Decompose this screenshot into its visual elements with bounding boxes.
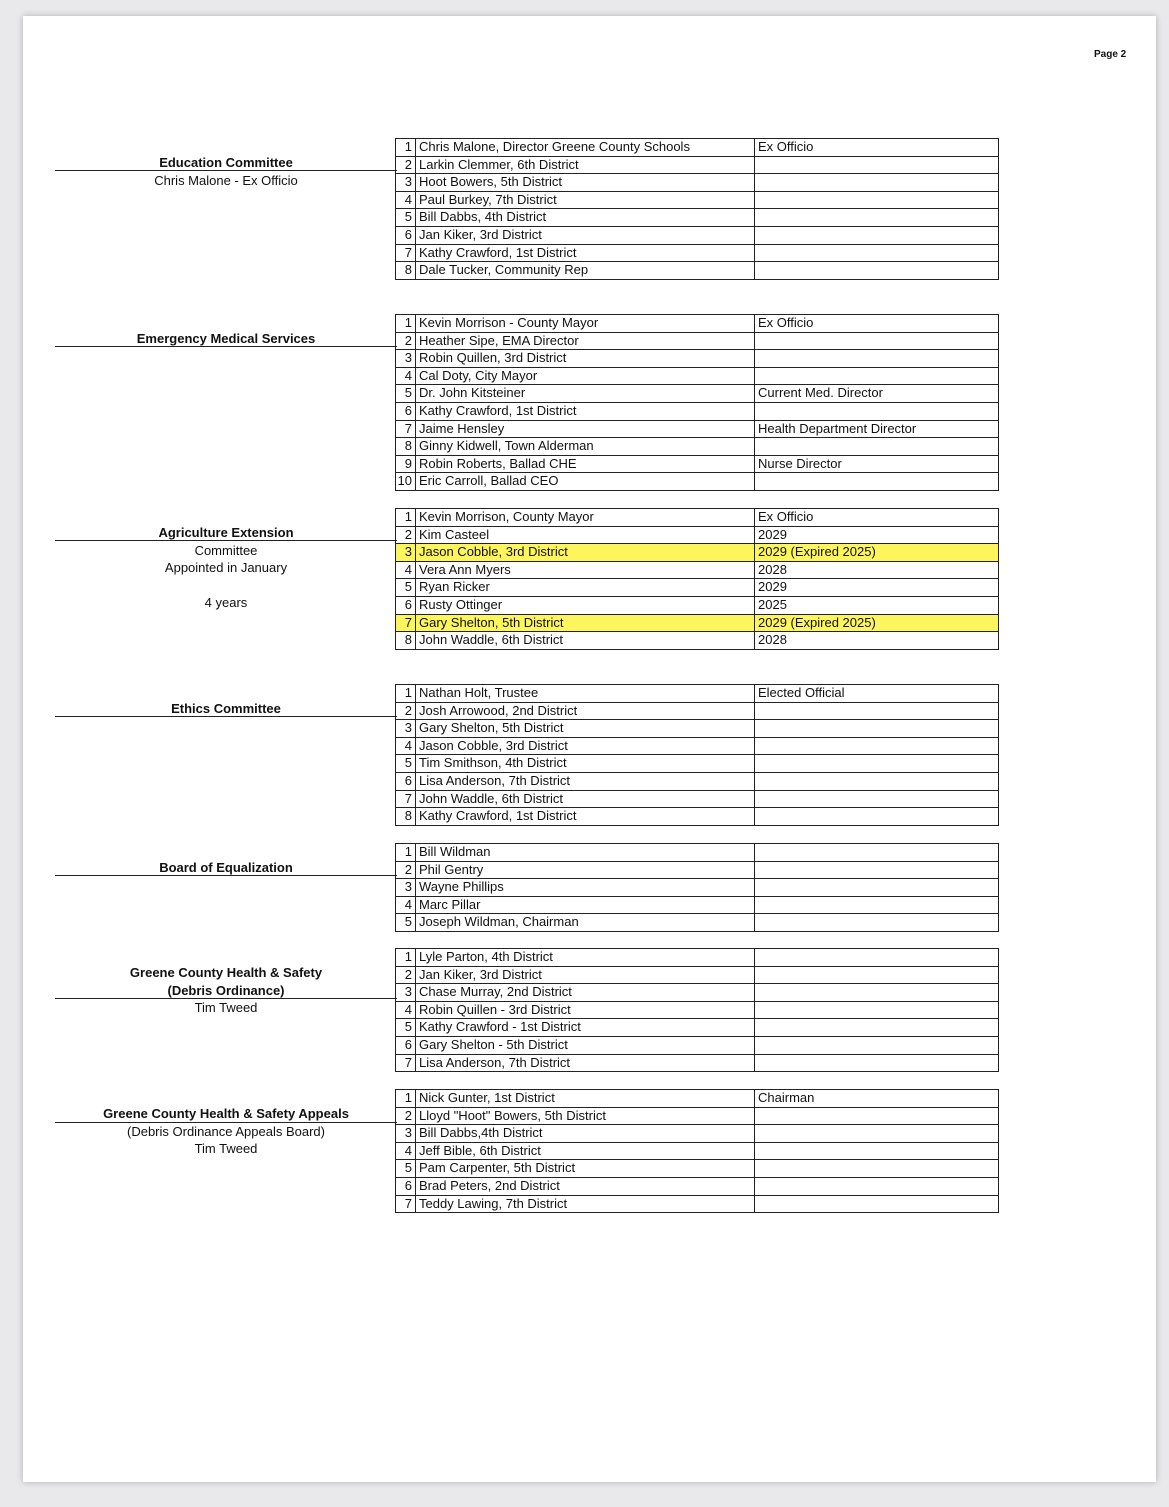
member-name: Lisa Anderson, 7th District — [416, 1054, 755, 1072]
member-name: Gary Shelton, 5th District — [416, 720, 755, 738]
members-table — [395, 948, 999, 1072]
members-table — [395, 843, 999, 932]
table-row — [396, 420, 999, 438]
row-number: 5 — [396, 209, 416, 227]
member-note — [755, 879, 999, 897]
row-number: 5 — [396, 385, 416, 403]
committee-label — [55, 701, 397, 717]
committee-subtitle: 4 years — [204, 595, 248, 610]
member-name: Ryan Ricker — [416, 579, 755, 597]
member-name: Chris Malone, Director Greene County Schools — [416, 139, 755, 157]
member-note — [755, 984, 999, 1002]
table-row — [396, 315, 999, 333]
row-number: 7 — [396, 1195, 416, 1213]
committee-label — [55, 860, 397, 876]
member-name: Jeff Bible, 6th District — [416, 1142, 755, 1160]
member-name: Kevin Morrison - County Mayor — [416, 315, 755, 333]
table-row — [396, 402, 999, 420]
member-name: Kim Casteel — [416, 526, 755, 544]
member-name: Marc Pillar — [416, 896, 755, 914]
table-row — [396, 896, 999, 914]
row-number: 6 — [396, 772, 416, 790]
row-number: 7 — [396, 420, 416, 438]
row-number: 4 — [396, 896, 416, 914]
table-row — [396, 949, 999, 967]
member-note — [755, 191, 999, 209]
row-number: 1 — [396, 509, 416, 527]
member-note — [755, 1125, 999, 1143]
table-row — [396, 367, 999, 385]
row-number: 3 — [396, 350, 416, 368]
table-row — [396, 632, 999, 650]
row-number: 8 — [396, 808, 416, 826]
row-number: 3 — [396, 1125, 416, 1143]
members-table — [395, 314, 999, 491]
row-number: 2 — [396, 702, 416, 720]
member-name: Jan Kiker, 3rd District — [416, 966, 755, 984]
row-number: 10 — [396, 473, 416, 491]
member-note — [755, 244, 999, 262]
table-row — [396, 1177, 999, 1195]
table-row — [396, 139, 999, 157]
table-row — [396, 455, 999, 473]
row-number: 5 — [396, 579, 416, 597]
row-number: 5 — [396, 1019, 416, 1037]
member-note — [755, 1160, 999, 1178]
table-row — [396, 561, 999, 579]
committee-title: Board of Equalization — [159, 860, 293, 875]
member-name: Jan Kiker, 3rd District — [416, 226, 755, 244]
member-name: Paul Burkey, 7th District — [416, 191, 755, 209]
table-row — [396, 1160, 999, 1178]
member-note — [755, 896, 999, 914]
table-row — [396, 209, 999, 227]
member-name: Bill Dabbs,4th District — [416, 1125, 755, 1143]
member-name: John Waddle, 6th District — [416, 632, 755, 650]
row-number: 1 — [396, 315, 416, 333]
table-row — [396, 702, 999, 720]
committee-title: Agriculture Extension — [158, 525, 294, 540]
table-row — [396, 1019, 999, 1037]
member-note: Ex Officio — [755, 315, 999, 333]
table-row — [396, 332, 999, 350]
row-number: 8 — [396, 632, 416, 650]
table-row — [396, 790, 999, 808]
row-number: 4 — [396, 1001, 416, 1019]
committee-title: Greene County Health & Safety — [129, 965, 323, 980]
member-note — [755, 949, 999, 967]
member-note — [755, 720, 999, 738]
row-number: 1 — [396, 139, 416, 157]
committee-subtitle: Tim Tweed — [194, 1000, 258, 1015]
member-note: Current Med. Director — [755, 385, 999, 403]
member-note — [755, 772, 999, 790]
member-note — [755, 402, 999, 420]
committee-label — [55, 525, 397, 610]
row-number: 6 — [396, 1177, 416, 1195]
member-note — [755, 1177, 999, 1195]
member-name: Dr. John Kitsteiner — [416, 385, 755, 403]
table-row — [396, 174, 999, 192]
member-name: Josh Arrowood, 2nd District — [416, 702, 755, 720]
member-name: Kathy Crawford - 1st District — [416, 1019, 755, 1037]
member-note — [755, 790, 999, 808]
committee-subtitle — [55, 577, 397, 595]
row-number: 2 — [396, 966, 416, 984]
row-number: 8 — [396, 262, 416, 280]
member-name: Lyle Parton, 4th District — [416, 949, 755, 967]
row-number: 4 — [396, 191, 416, 209]
member-note — [755, 332, 999, 350]
member-note — [755, 1054, 999, 1072]
member-note: 2029 (Expired 2025) — [755, 614, 999, 632]
member-name: Robin Quillen - 3rd District — [416, 1001, 755, 1019]
member-note: Chairman — [755, 1090, 999, 1108]
table-row — [396, 244, 999, 262]
member-note: 2029 — [755, 526, 999, 544]
table-row — [396, 1195, 999, 1213]
member-name: Robin Quillen, 3rd District — [416, 350, 755, 368]
row-number: 1 — [396, 949, 416, 967]
committee-title: Ethics Committee — [171, 701, 281, 716]
committee-subtitle: Chris Malone - Ex Officio — [154, 172, 298, 188]
table-row — [396, 720, 999, 738]
member-name: John Waddle, 6th District — [416, 790, 755, 808]
member-name: Larkin Clemmer, 6th District — [416, 156, 755, 174]
row-number: 5 — [396, 914, 416, 932]
member-name: Eric Carroll, Ballad CEO — [416, 473, 755, 491]
table-row — [396, 350, 999, 368]
member-name: Teddy Lawing, 7th District — [416, 1195, 755, 1213]
member-note — [755, 755, 999, 773]
table-row — [396, 526, 999, 544]
member-name: Tim Smithson, 4th District — [416, 755, 755, 773]
row-number: 3 — [396, 174, 416, 192]
member-note: 2025 — [755, 596, 999, 614]
table-row — [396, 737, 999, 755]
table-row — [396, 385, 999, 403]
member-name: Gary Shelton, 5th District — [416, 614, 755, 632]
row-number: 2 — [396, 332, 416, 350]
member-note — [755, 737, 999, 755]
table-row — [396, 808, 999, 826]
table-row — [396, 579, 999, 597]
member-name: Hoot Bowers, 5th District — [416, 174, 755, 192]
member-name: Bill Dabbs, 4th District — [416, 209, 755, 227]
member-note: 2028 — [755, 561, 999, 579]
table-row — [396, 1001, 999, 1019]
member-name: Kathy Crawford, 1st District — [416, 244, 755, 262]
table-row — [396, 1142, 999, 1160]
member-note — [755, 209, 999, 227]
row-number: 5 — [396, 1160, 416, 1178]
member-note — [755, 844, 999, 862]
members-table — [395, 508, 999, 650]
members-table — [395, 684, 999, 826]
table-row — [396, 1036, 999, 1054]
member-note — [755, 1001, 999, 1019]
table-row — [396, 156, 999, 174]
member-note: Ex Officio — [755, 509, 999, 527]
member-name: Vera Ann Myers — [416, 561, 755, 579]
table-row — [396, 262, 999, 280]
committee-subtitle: Appointed in January — [164, 560, 288, 575]
row-number: 3 — [396, 720, 416, 738]
member-note — [755, 1107, 999, 1125]
member-name: Kathy Crawford, 1st District — [416, 402, 755, 420]
row-number: 9 — [396, 455, 416, 473]
member-note — [755, 1019, 999, 1037]
committee-title: Emergency Medical Services — [136, 331, 316, 346]
row-number: 4 — [396, 367, 416, 385]
document-page — [23, 16, 1156, 1482]
row-number: 7 — [396, 614, 416, 632]
committee-title: Greene County Health & Safety Appeals — [103, 1106, 349, 1121]
member-name: Lloyd "Hoot" Bowers, 5th District — [416, 1107, 755, 1125]
member-name: Ginny Kidwell, Town Alderman — [416, 438, 755, 456]
member-name: Dale Tucker, Community Rep — [416, 262, 755, 280]
table-row — [396, 226, 999, 244]
row-number: 6 — [396, 596, 416, 614]
table-row — [396, 914, 999, 932]
member-note — [755, 861, 999, 879]
committee-title: (Debris Ordinance) — [167, 982, 285, 998]
member-name: Chase Murray, 2nd District — [416, 984, 755, 1002]
row-number: 4 — [396, 561, 416, 579]
member-note: Health Department Director — [755, 420, 999, 438]
row-number: 3 — [396, 984, 416, 1002]
table-row — [396, 844, 999, 862]
member-note — [755, 156, 999, 174]
member-name: Bill Wildman — [416, 844, 755, 862]
table-row — [396, 438, 999, 456]
member-name: Rusty Ottinger — [416, 596, 755, 614]
row-number: 2 — [396, 156, 416, 174]
member-name: Brad Peters, 2nd District — [416, 1177, 755, 1195]
member-note: Nurse Director — [755, 455, 999, 473]
committee-label — [55, 1106, 397, 1156]
row-number: 8 — [396, 438, 416, 456]
member-note — [755, 438, 999, 456]
member-note — [755, 262, 999, 280]
committee-title: Education Committee — [159, 155, 293, 170]
member-name: Jaime Hensley — [416, 420, 755, 438]
row-number: 3 — [396, 879, 416, 897]
member-name: Kathy Crawford, 1st District — [416, 808, 755, 826]
committee-subtitle: Committee — [194, 542, 258, 558]
table-row — [396, 861, 999, 879]
member-note: 2028 — [755, 632, 999, 650]
member-name: Kevin Morrison, County Mayor — [416, 509, 755, 527]
row-number: 2 — [396, 861, 416, 879]
table-row — [396, 755, 999, 773]
member-name: Jason Cobble, 3rd District — [416, 544, 755, 562]
member-note — [755, 914, 999, 932]
member-note: Ex Officio — [755, 139, 999, 157]
member-name: Pam Carpenter, 5th District — [416, 1160, 755, 1178]
table-row — [396, 879, 999, 897]
table-row — [396, 191, 999, 209]
member-note — [755, 473, 999, 491]
committee-label — [55, 965, 397, 1015]
member-note — [755, 174, 999, 192]
row-number: 6 — [396, 402, 416, 420]
table-row — [396, 966, 999, 984]
table-row — [396, 1107, 999, 1125]
member-note — [755, 226, 999, 244]
members-table — [395, 1089, 999, 1213]
row-number: 3 — [396, 544, 416, 562]
member-note — [755, 702, 999, 720]
member-note: 2029 (Expired 2025) — [755, 544, 999, 562]
row-number: 4 — [396, 1142, 416, 1160]
member-name: Heather Sipe, EMA Director — [416, 332, 755, 350]
committee-label — [55, 331, 397, 347]
committee-subtitle: Tim Tweed — [194, 1141, 258, 1156]
member-note — [755, 808, 999, 826]
row-number: 1 — [396, 685, 416, 703]
row-number: 6 — [396, 226, 416, 244]
table-row — [396, 685, 999, 703]
member-note: Elected Official — [755, 685, 999, 703]
member-note — [755, 367, 999, 385]
row-number: 2 — [396, 526, 416, 544]
member-name: Cal Doty, City Mayor — [416, 367, 755, 385]
member-note: 2029 — [755, 579, 999, 597]
row-number: 6 — [396, 1036, 416, 1054]
member-name: Lisa Anderson, 7th District — [416, 772, 755, 790]
row-number: 4 — [396, 737, 416, 755]
table-row — [396, 1125, 999, 1143]
member-note — [755, 1036, 999, 1054]
members-table — [395, 138, 999, 280]
table-row — [396, 596, 999, 614]
member-name: Joseph Wildman, Chairman — [416, 914, 755, 932]
committee-label — [55, 155, 397, 188]
row-number: 7 — [396, 244, 416, 262]
row-number: 5 — [396, 755, 416, 773]
table-row-highlighted — [396, 614, 999, 632]
row-number: 1 — [396, 1090, 416, 1108]
member-name: Nick Gunter, 1st District — [416, 1090, 755, 1108]
table-row — [396, 984, 999, 1002]
row-number: 2 — [396, 1107, 416, 1125]
member-note — [755, 350, 999, 368]
table-row-highlighted — [396, 544, 999, 562]
member-note — [755, 966, 999, 984]
member-note — [755, 1195, 999, 1213]
row-number: 1 — [396, 844, 416, 862]
member-name: Jason Cobble, 3rd District — [416, 737, 755, 755]
row-number: 7 — [396, 790, 416, 808]
table-row — [396, 1054, 999, 1072]
table-row — [396, 509, 999, 527]
table-row — [396, 772, 999, 790]
member-name: Gary Shelton - 5th District — [416, 1036, 755, 1054]
member-name: Phil Gentry — [416, 861, 755, 879]
member-name: Robin Roberts, Ballad CHE — [416, 455, 755, 473]
page-number: Page 2 — [1094, 49, 1127, 60]
member-note — [755, 1142, 999, 1160]
committee-subtitle: (Debris Ordinance Appeals Board) — [127, 1123, 325, 1139]
table-row — [396, 1090, 999, 1108]
row-number: 7 — [396, 1054, 416, 1072]
member-name: Wayne Phillips — [416, 879, 755, 897]
member-name: Nathan Holt, Trustee — [416, 685, 755, 703]
table-row — [396, 473, 999, 491]
